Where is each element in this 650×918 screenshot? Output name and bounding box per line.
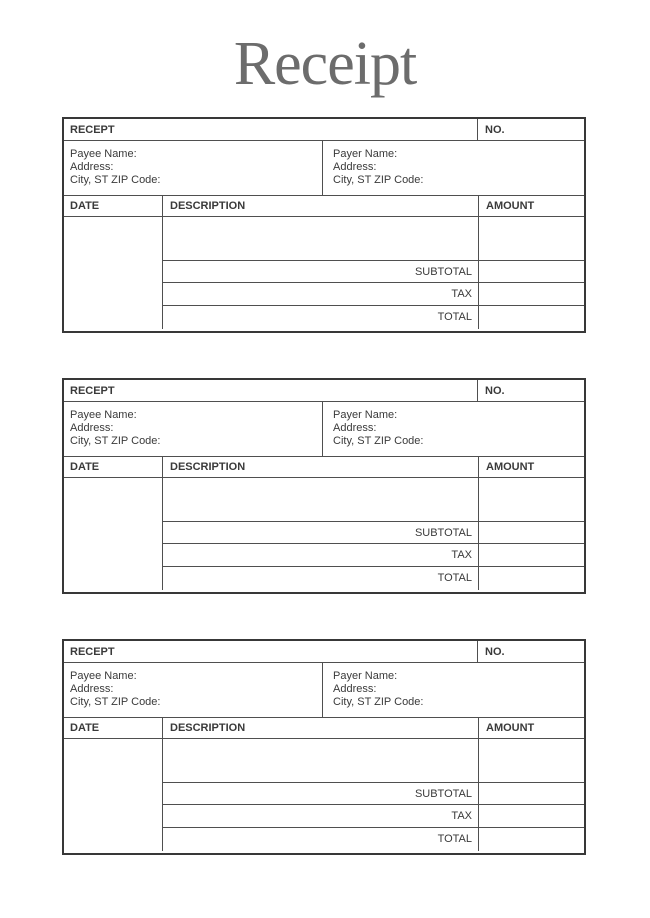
parties-row — [64, 141, 584, 196]
table-body — [64, 739, 584, 851]
payer-info-cell — [323, 402, 584, 456]
date-entry-cell — [64, 739, 163, 851]
description-entry-cell — [163, 739, 479, 782]
receipt-number-cell — [477, 380, 584, 401]
parties-row — [64, 663, 584, 718]
date-column-header: DATE — [64, 718, 163, 738]
receipt-header-label: RECEPT — [70, 124, 115, 136]
amount-entry-cell — [479, 478, 584, 521]
table-body — [64, 478, 584, 590]
subtotal-row — [163, 783, 584, 805]
date-column-header: DATE — [64, 457, 163, 477]
payee-info-cell — [64, 663, 323, 717]
entry-line — [163, 478, 584, 522]
payer-address-line: Address: — [333, 161, 377, 173]
payee-name-line: Payee Name: — [70, 148, 137, 160]
table-body-right — [163, 217, 584, 329]
date-entry-cell — [64, 478, 163, 590]
table-body — [64, 217, 584, 329]
payee-info-cell — [64, 402, 323, 456]
amount-column-header: AMOUNT — [486, 200, 535, 212]
subtotal-row — [163, 522, 584, 544]
payer-info-cell — [323, 663, 584, 717]
receipt-header-row — [64, 380, 584, 402]
total-row — [163, 306, 584, 329]
subtotal-amount-cell — [479, 261, 584, 282]
table-body-right — [163, 478, 584, 590]
total-label: TOTAL — [163, 306, 479, 329]
payer-address-line: Address: — [333, 422, 377, 434]
tax-amount-cell — [479, 283, 584, 305]
payee-address-line: Address: — [70, 161, 114, 173]
description-column-header: DESCRIPTION — [163, 718, 479, 738]
tax-row — [163, 544, 584, 567]
tax-amount-cell — [479, 805, 584, 827]
total-label: TOTAL — [163, 828, 479, 851]
receipt-header-label: RECEPT — [70, 385, 115, 397]
total-label: TOTAL — [163, 567, 479, 590]
payee-city-line: City, ST ZIP Code: — [70, 435, 161, 447]
total-amount-cell — [479, 306, 584, 329]
payee-city-line: City, ST ZIP Code: — [70, 696, 161, 708]
tax-amount-cell — [479, 544, 584, 566]
total-row — [163, 828, 584, 851]
payer-city-line: City, ST ZIP Code: — [333, 174, 424, 186]
date-column-header: DATE — [64, 196, 163, 216]
total-row — [163, 567, 584, 590]
subtotal-amount-cell — [479, 522, 584, 543]
description-column-header: DESCRIPTION — [163, 457, 479, 477]
amount-column-header: AMOUNT — [486, 722, 535, 734]
payer-name-line: Payer Name: — [333, 670, 398, 682]
payer-info-cell — [323, 141, 584, 195]
subtotal-amount-cell — [479, 783, 584, 804]
payer-city-line: City, ST ZIP Code: — [333, 435, 424, 447]
description-entry-cell — [163, 217, 479, 260]
subtotal-label: SUBTOTAL — [163, 783, 479, 804]
receipt-number-label: NO. — [485, 124, 505, 136]
payee-address-line: Address: — [70, 422, 114, 434]
receipt-header-row — [64, 641, 584, 663]
tax-label: TAX — [163, 283, 479, 305]
description-entry-cell — [163, 478, 479, 521]
date-entry-cell — [64, 217, 163, 329]
payee-info-cell — [64, 141, 323, 195]
payer-name-line: Payer Name: — [333, 148, 398, 160]
payee-city-line: City, ST ZIP Code: — [70, 174, 161, 186]
column-header-row — [64, 718, 584, 739]
receipt-header-label: RECEPT — [70, 646, 115, 658]
tax-label: TAX — [163, 544, 479, 566]
tax-label: TAX — [163, 805, 479, 827]
total-amount-cell — [479, 567, 584, 590]
receipt-number-cell — [477, 641, 584, 662]
receipt-block — [62, 378, 586, 594]
payee-name-line: Payee Name: — [70, 409, 137, 421]
receipt-number-label: NO. — [485, 646, 505, 658]
amount-column-header: AMOUNT — [486, 461, 535, 473]
column-header-row — [64, 196, 584, 217]
payee-name-line: Payee Name: — [70, 670, 137, 682]
receipt-number-cell — [477, 119, 584, 140]
receipt-block — [62, 117, 586, 333]
payer-city-line: City, ST ZIP Code: — [333, 696, 424, 708]
tax-row — [163, 283, 584, 306]
receipt-number-label: NO. — [485, 385, 505, 397]
total-amount-cell — [479, 828, 584, 851]
parties-row — [64, 402, 584, 457]
entry-line — [163, 739, 584, 783]
tax-row — [163, 805, 584, 828]
entry-line — [163, 217, 584, 261]
subtotal-label: SUBTOTAL — [163, 522, 479, 543]
payee-address-line: Address: — [70, 683, 114, 695]
subtotal-label: SUBTOTAL — [163, 261, 479, 282]
receipt-header-row — [64, 119, 584, 141]
subtotal-row — [163, 261, 584, 283]
receipt-block — [62, 639, 586, 855]
column-header-row — [64, 457, 584, 478]
payer-name-line: Payer Name: — [333, 409, 398, 421]
payer-address-line: Address: — [333, 683, 377, 695]
description-column-header: DESCRIPTION — [163, 196, 479, 216]
amount-entry-cell — [479, 739, 584, 782]
page-title: Receipt — [233, 30, 417, 98]
amount-entry-cell — [479, 217, 584, 260]
table-body-right — [163, 739, 584, 851]
